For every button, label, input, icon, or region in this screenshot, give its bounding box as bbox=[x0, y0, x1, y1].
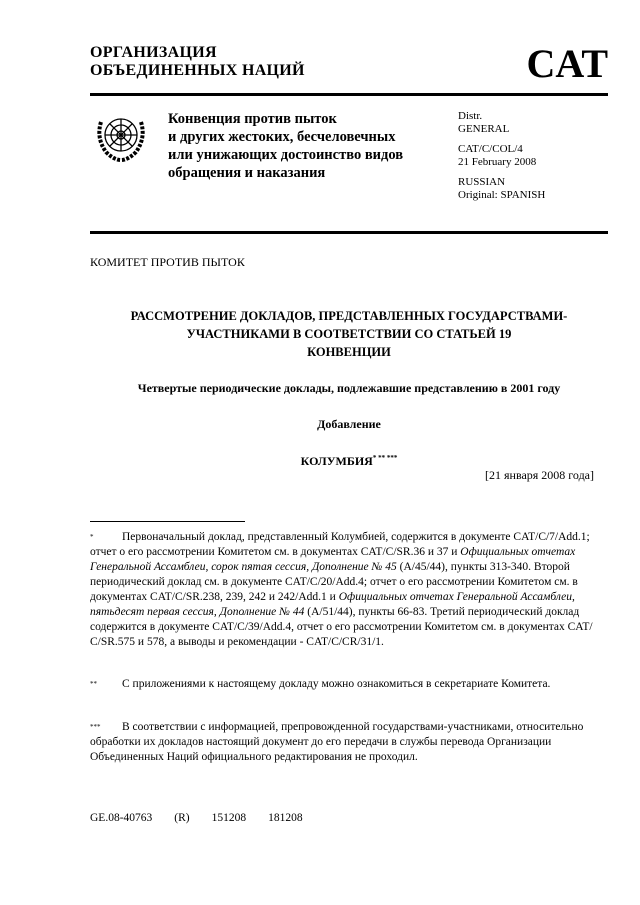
document-date: 21 February 2008 bbox=[458, 155, 537, 168]
convention-line: обращения и наказания bbox=[168, 165, 326, 181]
footnote bbox=[90, 530, 602, 650]
divider bbox=[90, 93, 608, 96]
convention-line: и других жестоких, бесчеловечных bbox=[168, 129, 396, 145]
distr-value: GENERAL bbox=[458, 122, 510, 135]
doc-date-2: 181208 bbox=[268, 812, 303, 824]
footnote-text: В соответствии с информацией, препровожденной государствами-участниками, относительно обработки их докладов настоящий документ до его передачи в службы перевода Организации Объединенных Наций официального редактирования не проходил. bbox=[90, 721, 584, 763]
footnote-mark: *** bbox=[90, 723, 101, 731]
title-line: УЧАСТНИКАМИ В СООТВЕТСТВИИ СО СТАТЬЕЙ 19 bbox=[186, 327, 512, 341]
footnote-text: Первоначальный доклад, представленный Колумбией, содержится в документе CAT/C/7/Add.1; отчет о его рассмотрении Комитетом см. в документах CAT/C/SR.36 и 37 и bbox=[90, 531, 590, 558]
document-title bbox=[90, 307, 608, 361]
un-emblem-icon bbox=[92, 108, 150, 166]
footnote bbox=[90, 720, 602, 765]
organization-name bbox=[90, 44, 305, 80]
doc-number: GE.08-40763 bbox=[90, 812, 153, 824]
divider bbox=[90, 231, 608, 234]
footnote-text: Официальных отчетах Генеральной Ассамблеи, пятьдесят первая сессия, Дополнение № 44 bbox=[90, 591, 575, 618]
org-line: ОБЪЕДИНЕННЫХ НАЦИЙ bbox=[90, 62, 305, 79]
committee-name: КОМИТЕТ ПРОТИВ ПЫТОК bbox=[90, 255, 245, 269]
convention-line: или унижающих достоинство видов bbox=[168, 147, 404, 163]
convention-line: Конвенция против пыток bbox=[168, 111, 337, 127]
original-language: Original: SPANISH bbox=[458, 188, 546, 201]
doc-date-1: 151208 bbox=[211, 812, 247, 824]
footnote-text: (A/45/44), пункты 313-340. Второй периодический доклад см. в документе CAT/C/20/Add.4; отчет о его рассмотрении Комитетом см. в документах CAT/C/SR.238, 239, 242 и 242/Add.1 и bbox=[90, 561, 578, 603]
org-line: ОРГАНИЗАЦИЯ bbox=[90, 44, 217, 61]
document-footer bbox=[90, 812, 325, 824]
document-code: CAT bbox=[526, 41, 608, 86]
title-line: РАССМОТРЕНИЕ ДОКЛАДОВ, ПРЕДСТАВЛЕННЫХ ГОСУДАРСТВАМИ- bbox=[130, 309, 568, 323]
footnote-mark: * bbox=[90, 533, 94, 541]
footnote-text: (A/51/44), пункты 66-83. Третий периодический доклад содержится в документе CAT/C/39/Add.4, отчет о его рассмотрении Комитетом см. в документах CAT/ C/SR.575 и 578, а выводы и рекомендации - CAT/C/CR/31/1. bbox=[90, 606, 593, 648]
document-language: RUSSIAN bbox=[458, 176, 506, 188]
addendum-label: Добавление bbox=[317, 417, 381, 431]
footnote-marks: * ** *** bbox=[372, 454, 398, 462]
footnote-text: С приложениями к настоящему докладу можно ознакомиться в секретариате Комитета. bbox=[122, 678, 551, 690]
document-symbol: CAT/C/COL/4 bbox=[458, 143, 523, 155]
country-name: КОЛУМБИЯ bbox=[300, 454, 373, 468]
distr-label: Distr. bbox=[458, 110, 483, 122]
country-heading bbox=[90, 449, 608, 470]
footnote bbox=[90, 677, 602, 692]
subtitle: Четвертые периодические доклады, подлежавшие представлению в 2001 году bbox=[137, 381, 561, 395]
footnote-mark: ** bbox=[90, 680, 97, 688]
report-date: [21 января 2008 года] bbox=[485, 468, 594, 482]
convention-title bbox=[168, 110, 403, 182]
title-line: КОНВЕНЦИИ bbox=[307, 345, 391, 359]
footnote-text: Официальных отчетах Генеральной Ассамблеи, сорок пятая сессия, Дополнение № 45 bbox=[90, 546, 576, 573]
footnote-separator bbox=[90, 521, 245, 522]
document-metadata bbox=[458, 110, 545, 201]
doc-language-code: (R) bbox=[174, 812, 190, 824]
